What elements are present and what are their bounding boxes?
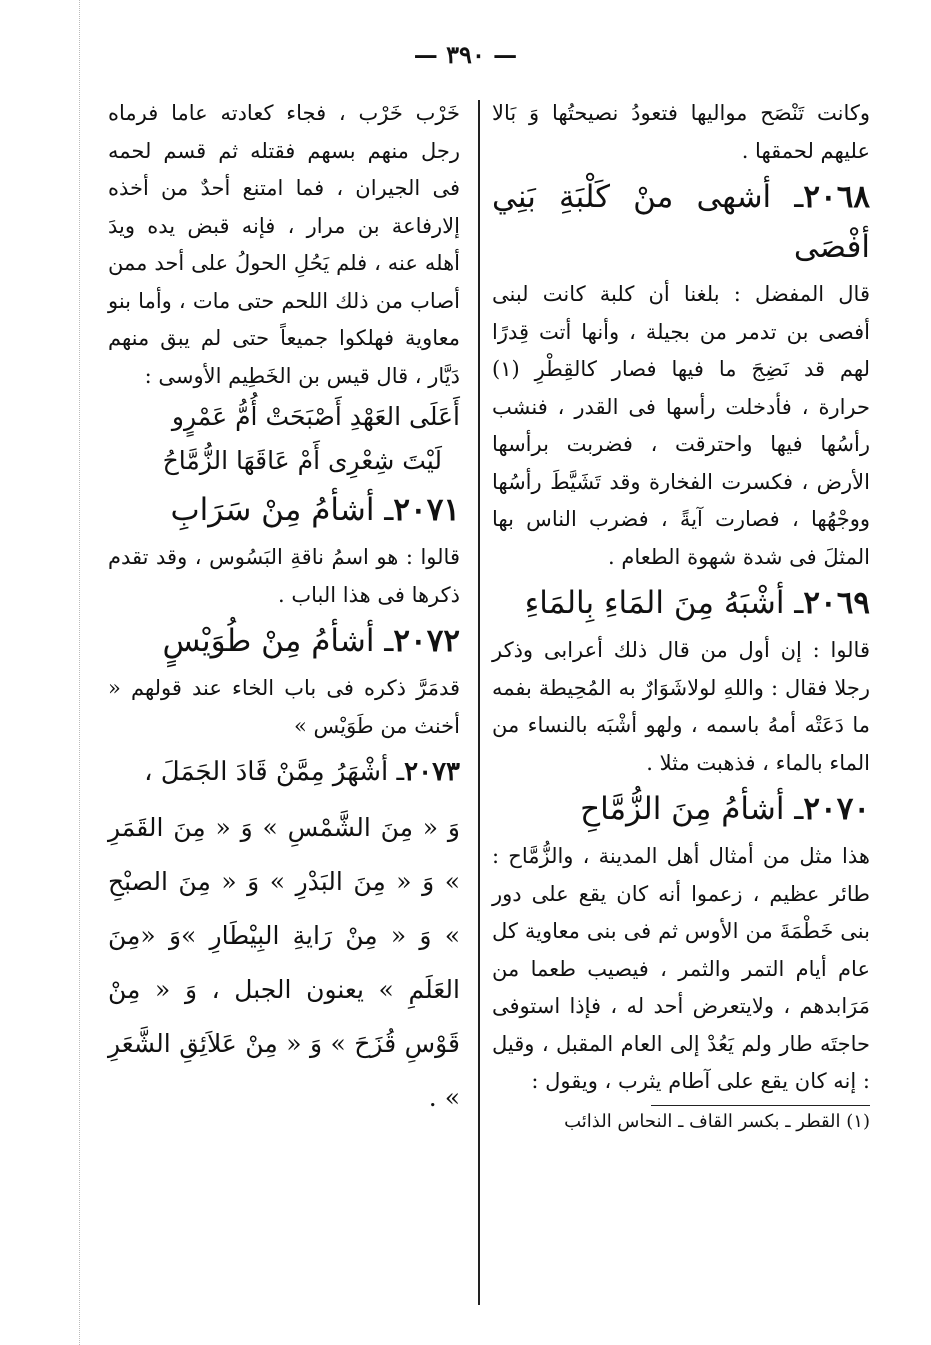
- entry-title: ـ أشأمُ مِنْ طُوَيْسٍ: [162, 623, 394, 659]
- entry-2068-heading: [492, 172, 870, 272]
- entry-title: ـ أشْبَهُ مِنَ المَاءِ بِالمَاءِ: [524, 585, 804, 621]
- entry-number: ٢٠٧١: [393, 492, 460, 528]
- entry-number: ٢٠٦٨: [803, 179, 870, 215]
- entry-2073-text: وَ « مِنَ الشَّمْسِ » وَ « مِنَ القَمَرِ » وَ « مِنَ البَدْرِ » وَ « مِنَ الصبْحِ » وَ « مِنْ رَايةِ البِيْطَارِ »وَ «مِنَ العَلَمِ » يعنون الجبل ، وَ « مِنْ قَوْسِ قُزَحَ » وَ « مِنْ عَلاَئِقِ الشَّعَرِ » .: [108, 813, 460, 1112]
- entry-title: ـ أشهى منْ كَلْبَةِ بَنِي أفْصَى: [492, 179, 870, 265]
- entry-title: ـ أشْهَرُ مِمَّنْ قَادَ الجَمَلَ ،: [144, 757, 405, 787]
- entry-2071-text: قالوا : هو اسمُ ناقةِ البَسُوس ، وقد تقدم ذكرها فى هذا الباب .: [108, 545, 460, 607]
- footnote: (١) القطر ـ بكسر القاف ـ النحاس الذائب: [564, 1110, 870, 1132]
- entry-2071-heading: [108, 485, 460, 535]
- footnote-rule: [651, 1105, 870, 1106]
- left-column: [108, 95, 460, 1125]
- entry-2070-text: هذا مثل من أمثال أهل المدينة ، والزُّمَّاح : طائر عظيم ، زعموا أنه كان يقع على دور بنى خَطْمَةَ من الأوس ثم فى بنى معاوية كل عام أيام التمر والثمر ، فيصيب طعما من مَرَابدهم ، ولايتعرض أحد له ، فإذا استوفى حاجتَه طار ولم يَعُدْ إلى العام المقبل ، وقيل : إنه كان يقع على آطام يثرب ، ويقول :: [492, 844, 870, 1093]
- continuation-paragraph: خَرْب خَرْب ، فجاء كعادته عاما فرماه رجل منهم بسهم فقتله ثم قسم لحمه فى الجيران ، فما امتنع أحدٌ من أخذه إلارفاعة بن مرار ، فإنه قبض يده ويدَ أهله عنه ، فلم يَحُلِ الحولُ على أحد ممن أصاب من ذلك اللحم حتى مات ، وأما بنو معاوية فهلكوا جميعاً حتى لم يبق منهم دَيَّار ، قال قيس بن الخَطِيم الأوسى :: [108, 101, 460, 388]
- entry-2073-heading: [108, 747, 460, 797]
- entry-title: ـ أشأمُ مِنَ الزُّمَّاحِ: [580, 791, 804, 827]
- page-number: — ٣٩٠ —: [413, 40, 518, 69]
- entry-2068-text: قال المفضل : بلغنا أن كلبة كانت لبنى أفصى بن تدمر من بجيلة ، وأنها أتت قِدرًا لهم قد نَضِجَ ما فيها فصار كالقِطْرِ (١) حرارة ، فأدخلت رأسها فى القدر ، فنشب رأسُها فيها واحترقت ، فضربت برأسها الأرض ، فكسرت الفخارة وقد تَشَيَّطَ رأسُها ووجْهُها ، فصارت آيةً ، فضرب الناس بها المثلَ فى شدة شهوة الطعام .: [492, 282, 870, 569]
- entry-number: ٢٠٦٩: [803, 585, 870, 621]
- right-column: [492, 95, 870, 1136]
- verse-line-1: أَعَلَى العَهْدِ أَصْبَحَتْ أُمُّ عَمْرٍو: [171, 402, 460, 431]
- entry-number: ٢٠٧٢: [393, 623, 460, 659]
- entry-2072-heading: [108, 616, 460, 666]
- entry-2069-text: قالوا : إن أول من قال ذلك أعرابى وذكر رجلا فقال : واللهِ لولاشَوَارٌ به المُحِيطة بفمه ما دَعَتْه أمهُ باسمه ، ولهو أشْبَه بالنساء من الماء بالماء ، فذهبت مثلا .: [492, 638, 870, 775]
- entry-2069-heading: [492, 578, 870, 628]
- entry-number: ٢٠٧٣: [404, 757, 460, 787]
- entry-title: ـ أشأمُ مِنْ سَرَابِ: [170, 492, 394, 528]
- entry-number: ٢٠٧٠: [803, 791, 870, 827]
- intro-paragraph: وكانت تَنْصَح مواليها فتعودُ نصيحتُها وَ بَالا عليهم لحمقها .: [492, 101, 870, 163]
- entry-2070-heading: [492, 784, 870, 834]
- column-divider: [478, 100, 480, 1305]
- entry-2072-text: قدمَرَّ ذكره فى باب الخاء عند قولهم « أخنث من طَوَيْس »: [108, 676, 460, 738]
- page-gutter-line: [79, 0, 80, 1345]
- verse-line-2: لَيْتَ شِعْرِى أَمْ عَاقَهَا الزُّمَّاحُ: [162, 446, 442, 475]
